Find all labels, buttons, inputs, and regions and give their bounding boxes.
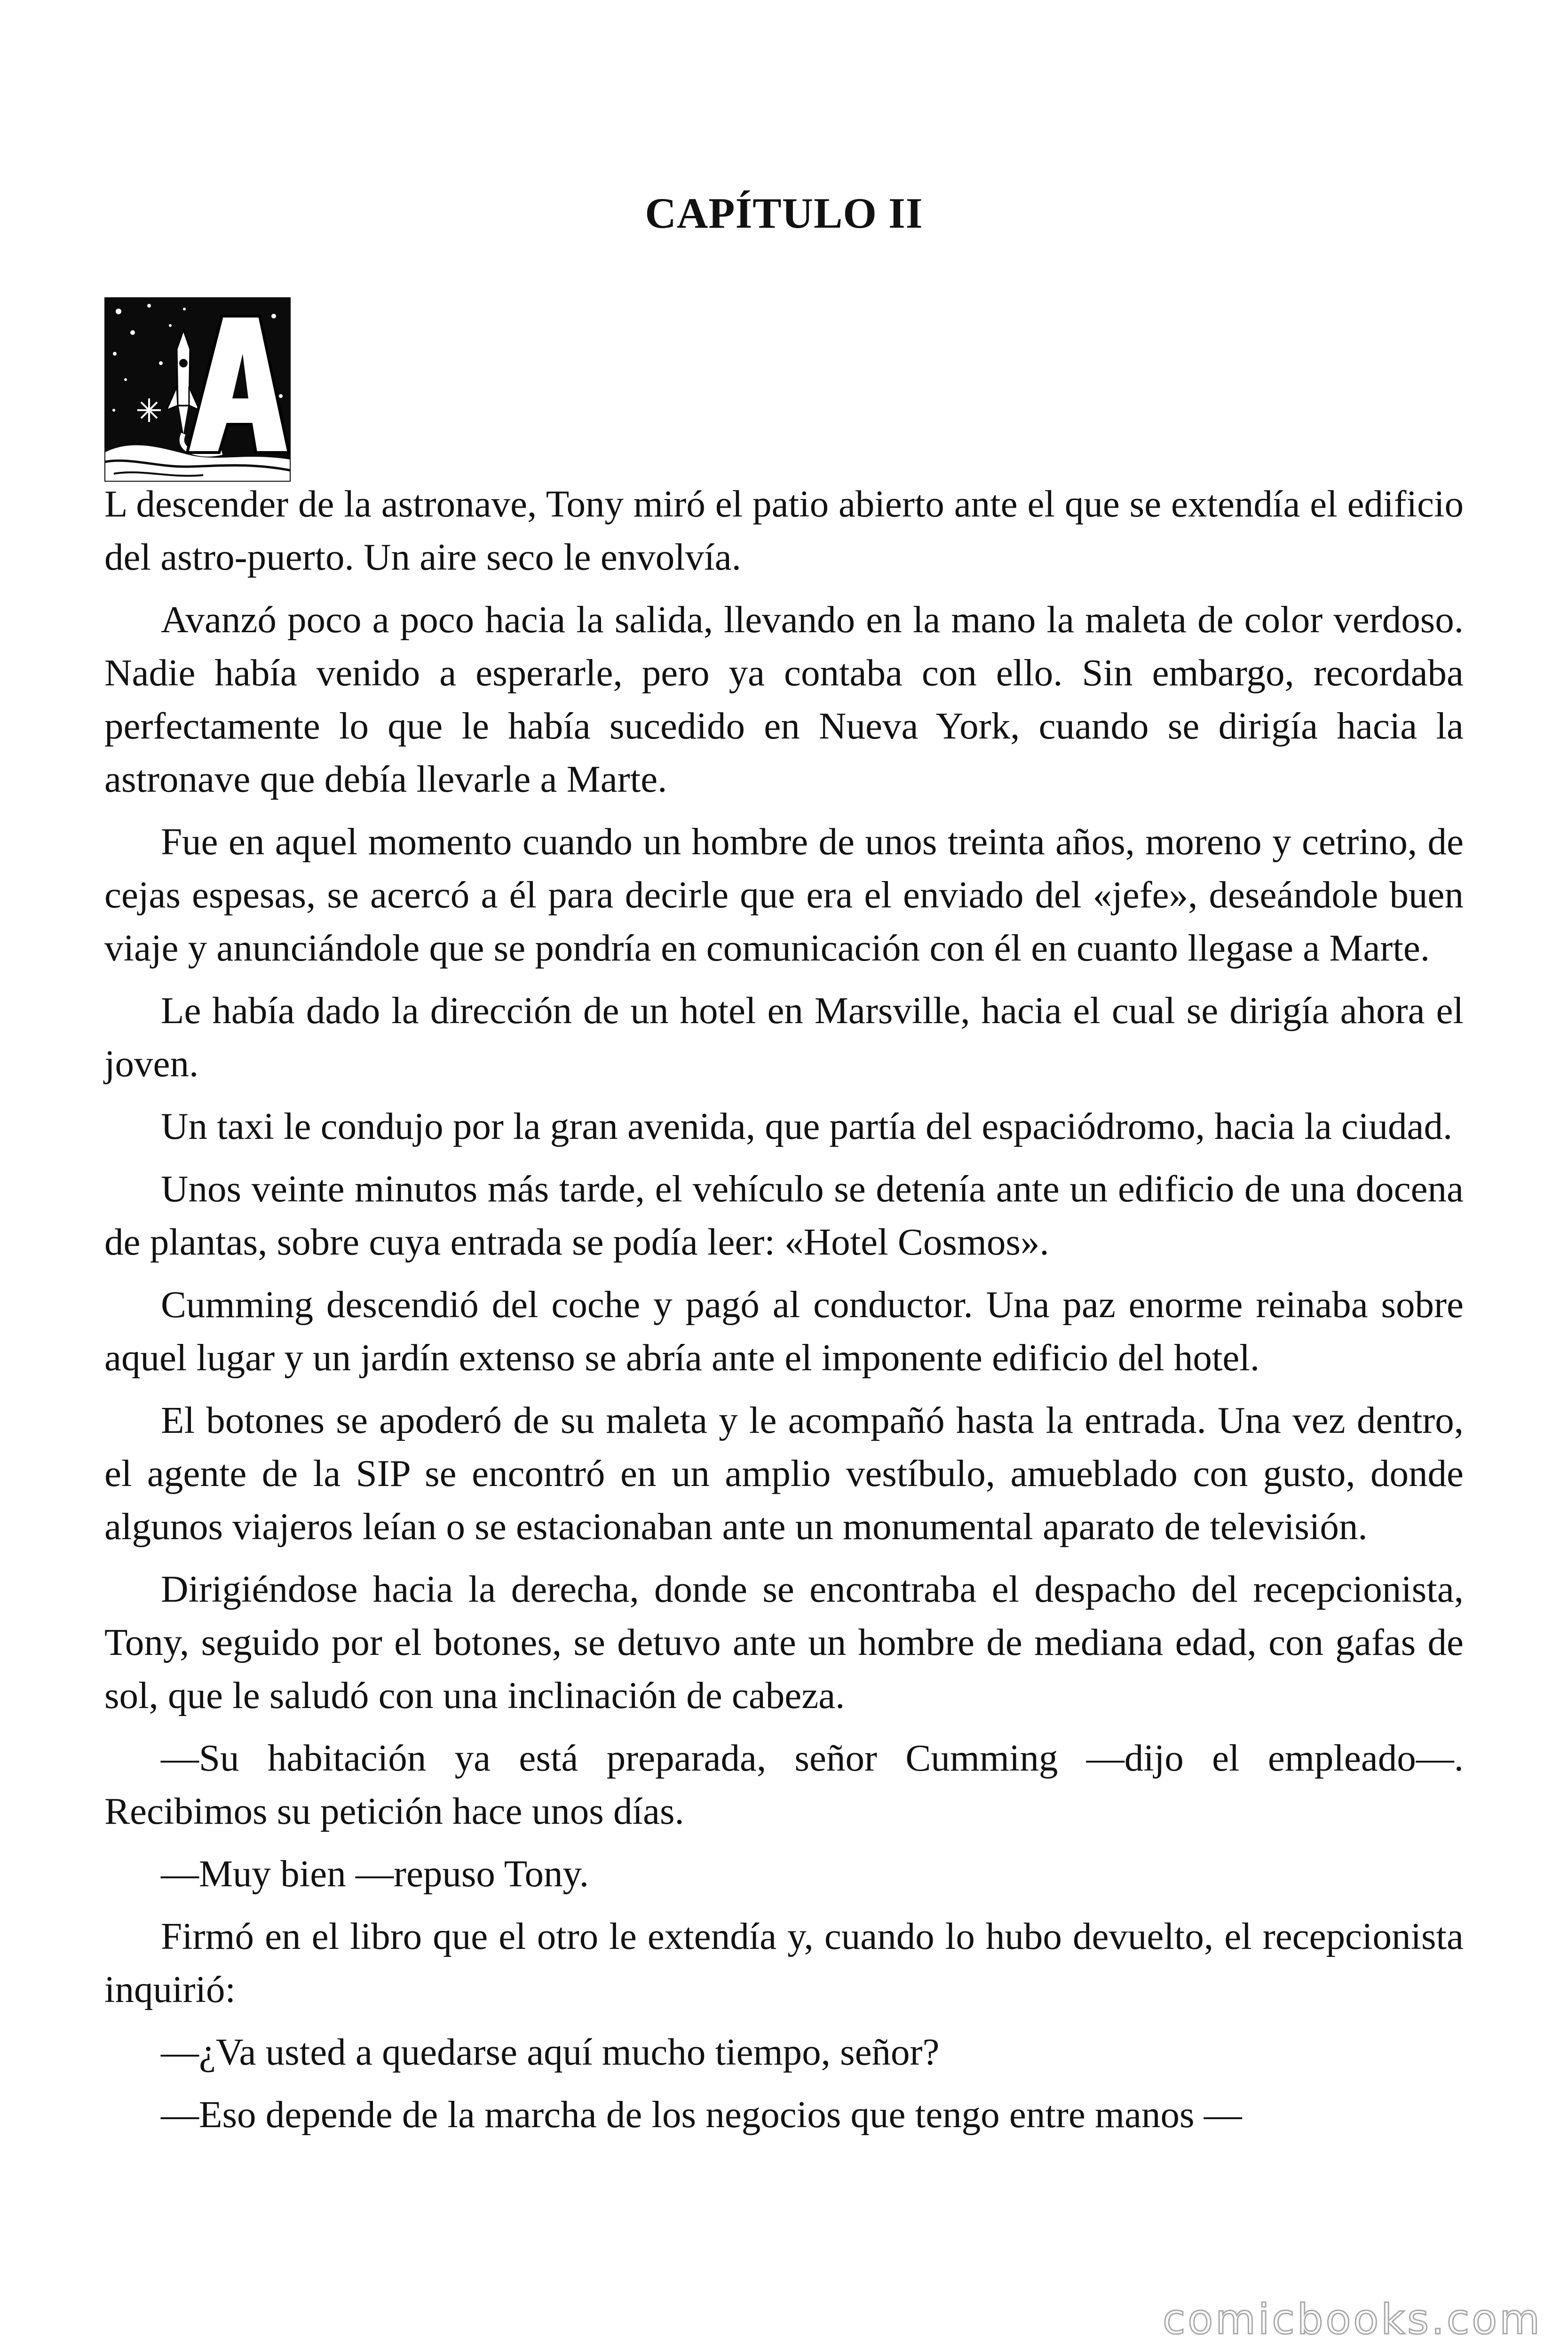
chapter-title: CAPÍTULO II xyxy=(645,189,923,237)
paragraph: El botones se apoderó de su maleta y le acompañó hasta la entrada. Una vez dentro, el agente de la SIP se encontró en un amplio vestíbulo, amueblado con gusto, donde algunos viajeros leían o se estacionaban ante un monumental aparato de televisión. xyxy=(104,1399,1464,1548)
watermark: comicbooks.com xyxy=(1162,2295,1542,2344)
paragraph: Un taxi le condujo por la gran avenida, que partía del espaciódromo, hacia la ciudad. xyxy=(161,1105,1453,1147)
paragraph: Dirigiéndose hacia la derecha, donde se encontraba el despacho del recepcionista, Tony, seguido por el botones, se detuvo ante un hombre de mediana edad, con gafas de sol, que le saludó con una inclinación de cabeza. xyxy=(104,1568,1464,1716)
chapter-body xyxy=(104,477,1464,2151)
drop-cap-illustration xyxy=(104,297,291,482)
paragraph: —Eso depende de la marcha de los negocios que tengo entre manos — xyxy=(161,2093,1242,2136)
paragraph: Firmó en el libro que el otro le extendía y, cuando lo hubo devuelto, el recepcionista inquirió: xyxy=(104,1915,1464,2010)
paragraph: Fue en aquel momento cuando un hombre de unos treinta años, moreno y cetrino, de cejas espesas, se acercó a él para decirle que era el enviado del «jefe», deseándole buen viaje y anunciándole que se pondría en comunicación con él en cuanto llegase a Marte. xyxy=(104,820,1464,969)
paragraph: Unos veinte minutos más tarde, el vehículo se detenía ante un edificio de una docena de plantas, sobre cuya entrada se podía leer: «Hotel Cosmos». xyxy=(104,1168,1464,1263)
paragraph: Cumming descendió del coche y pagó al conductor. Una paz enorme reinaba sobre aquel lugar y un jardín extenso se abría ante el imponente edificio del hotel. xyxy=(104,1283,1464,1379)
paragraph: L descender de la astronave, Tony miró el patio abierto ante el que se extendía el edificio del astro-puerto. Un aire seco le envolvía. xyxy=(104,483,1464,578)
rocket-starfield-drop-cap-icon xyxy=(104,297,291,482)
paragraph: —Su habitación ya está preparada, señor Cumming —dijo el empleado—. Recibimos su petición hace unos días. xyxy=(104,1737,1464,1832)
paragraph: —Muy bien —repuso Tony. xyxy=(161,1852,589,1895)
paragraph: Avanzó poco a poco hacia la salida, llevando en la mano la maleta de color verdoso. Nadie había venido a esperarle, pero ya contaba con ello. Sin embargo, recordaba perfectamente lo que le había sucedido en Nueva York, cuando se dirigía hacia la astronave que debía llevarle a Marte. xyxy=(104,598,1464,800)
paragraph: Le había dado la dirección de un hotel en Marsville, hacia el cual se dirigía ahora el joven. xyxy=(104,989,1464,1085)
paragraph: —¿Va usted a quedarse aquí mucho tiempo, señor? xyxy=(161,2031,940,2073)
